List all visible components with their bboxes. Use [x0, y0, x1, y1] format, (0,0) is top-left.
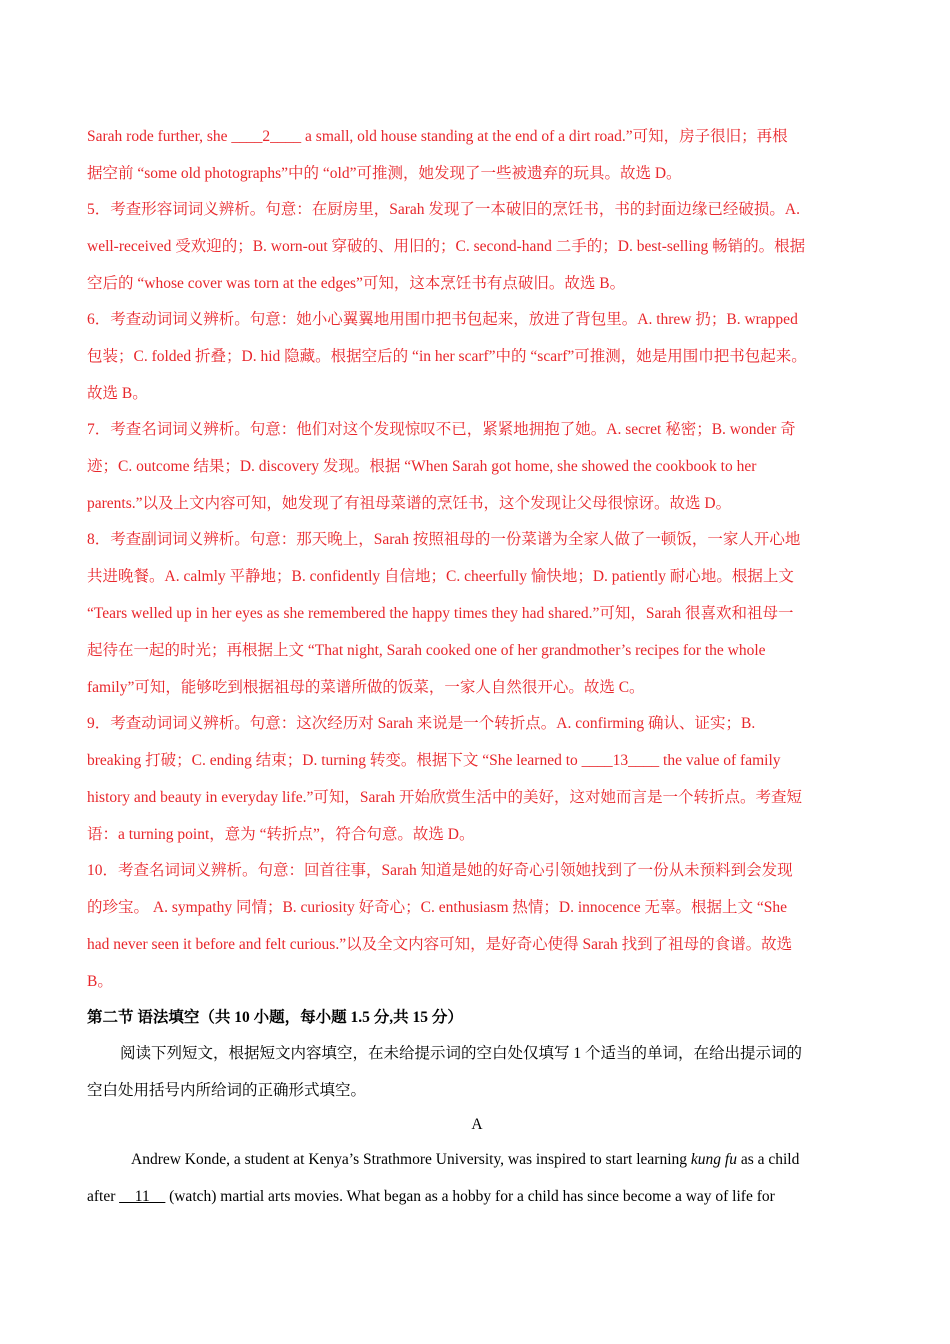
explanation-line: 共进晚餐。A. calmly 平静地；B. confidently 自信地；C. cheerfully 愉快地；D. patiently 耐心地。根据上文 [87, 568, 794, 585]
explanation-line: “Tears welled up in her eyes as she remembered the happy times they had shared.”可知，Sarah 很喜欢和祖母一 [87, 605, 794, 622]
passage-text: Andrew Konde, a student at Kenya’s Strathmore University, was inspired to start learning [131, 1151, 691, 1168]
explanation-line: breaking 打破；C. ending 结束；D. turning 转变。根据下文 “She learned to ____13____ the value of family [87, 752, 781, 769]
explanation-line: 迹；C. outcome 结果；D. discovery 发现。根据 “When Sarah got home, she showed the cookbook to her [87, 458, 757, 475]
explanation-item-7: 7．考查名词词义辨析。句意：他们对这个发现惊叹不已，紧紧地拥抱了她。A. secret 秘密；B. wonder 奇 [87, 421, 796, 438]
explanation-line: Sarah rode further, she ____2____ a small, old house standing at the end of a dirt road.”可知，房子很旧；再根 [87, 128, 788, 145]
passage-line [131, 1149, 866, 1171]
explanation-line: B。 [87, 973, 113, 990]
explanation-line: 起待在一起的时光；再根据上文 “That night, Sarah cooked one of her grandmother’s recipes for the whole [87, 642, 766, 659]
passage-text: after [87, 1188, 120, 1205]
instruction-text: 空白处用括号内所给词的正确形式填空。 [87, 1082, 367, 1099]
passage-text: (watch) martial arts movies. What began as a hobby for a child has since become a way of life for [165, 1188, 775, 1205]
explanation-line: 的珍宝。 A. sympathy 同情；B. curiosity 好奇心；C. enthusiasm 热情；D. innocence 无辜。根据上文 “She [87, 899, 788, 916]
passage-line [87, 1186, 867, 1208]
explanation-item-5: 5．考查形容词词义辨析。句意：在厨房里，Sarah 发现了一本破旧的烹饪书，书的封面边缘已经破损。A. [87, 201, 800, 218]
explanation-item-9: 9．考查动词词义辨析。句意：这次经历对 Sarah 来说是一个转折点。A. confirming 确认、证实；B. [87, 715, 756, 732]
section-heading: 第二节 语法填空（共 10 小题，每小题 1.5 分,共 15 分） [87, 1009, 463, 1026]
explanation-item-6: 6．考查动词词义辨析。句意：她小心翼翼地用围巾把书包起来，放进了背包里。A. threw 扔；B. wrapped [87, 311, 798, 328]
explanation-line: 故选 B。 [87, 385, 148, 402]
instruction-text: 阅读下列短文，根据短文内容填空，在未给提示词的空白处仅填写 1 个适当的单词，在给出提示词的 [120, 1045, 803, 1062]
explanation-line: history and beauty in everyday life.”可知，Sarah 开始欣赏生活中的美好，这对她而言是一个转折点。考查短 [87, 789, 803, 806]
explanation-line: 包装；C. folded 折叠；D. hid 隐藏。根据空后的 “in her scarf”中的 “scarf”可推测，她是用围巾把书包起来。 [87, 348, 807, 365]
explanation-item-10: 10．考查名词词义辨析。句意：回首往事，Sarah 知道是她的好奇心引领她找到了一份从未预料到会发现 [87, 862, 793, 879]
explanation-line: parents.”以及上文内容可知，她发现了有祖母菜谱的烹饪书，这个发现让父母很惊讶。故选 D。 [87, 495, 732, 512]
answer-blank-11: __11__ [119, 1188, 166, 1205]
explanation-line: 据空前 “some old photographs”中的 “old”可推测，她发现了一些被遗弃的玩具。故选 D。 [87, 165, 682, 182]
explanation-line: well-received 受欢迎的；B. worn-out 穿破的、用旧的；C. second-hand 二手的；D. best-selling 畅销的。根据 [87, 238, 806, 255]
passage-label: A [471, 1116, 483, 1133]
explanation-line: had never seen it before and felt curious.”以及全文内容可知，是好奇心使得 Sarah 找到了祖母的食谱。故选 [87, 936, 793, 953]
explanation-line: 语：a turning point，意为 “转折点”，符合句意。故选 D。 [87, 826, 475, 843]
passage-italic-term: kung fu [690, 1151, 737, 1168]
explanation-line: 空后的 “whose cover was torn at the edges”可知，这本烹饪书有点破旧。故选 B。 [87, 275, 626, 292]
explanation-item-8: 8．考查副词词义辨析。句意：那天晚上，Sarah 按照祖母的一份菜谱为全家人做了一顿饭，一家人开心地 [87, 531, 801, 548]
explanation-line: family”可知，能够吃到根据祖母的菜谱所做的饭菜，一家人自然很开心。故选 C。 [87, 679, 645, 696]
passage-text: as a child [736, 1151, 800, 1168]
